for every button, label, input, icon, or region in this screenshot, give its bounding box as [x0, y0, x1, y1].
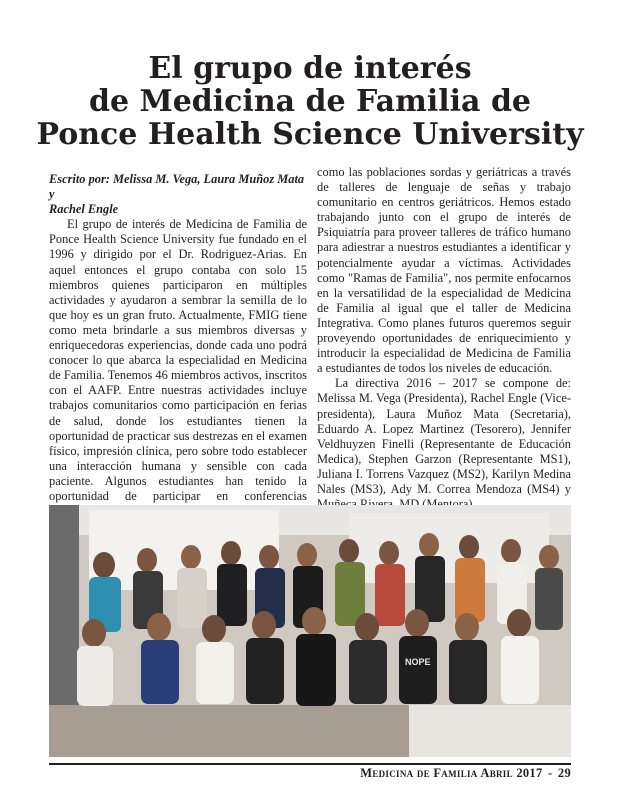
- byline: [49, 172, 307, 217]
- group-photo: [49, 505, 571, 757]
- byline-line-1: Escrito por: Melissa M. Vega, Laura Muñoz Mata y: [49, 172, 305, 202]
- footer-publication: Medicina de Familia: [360, 766, 478, 780]
- footer-divider: [49, 763, 571, 765]
- footer-page-number: 29: [557, 766, 571, 780]
- title-line-2: de Medicina de Familia de: [88, 84, 532, 119]
- paragraph-3: La directiva 2016 – 2017 se compone de: Melissa M. Vega (Presidenta), Rachel Engle (Vice-presidenta), Laura Muñoz Mata (Secretaria), Eduardo A. Lopez Martinez (Tesorero), Jennifer Veldhuyzen Finelli (Representante de Educación Medica), Stephen Garzon (Representante MS1), Juliana I. Torrens Vazquez (MS2), Karilyn Medina Nales (MS3), Ady M. Correa Mendoza (MS4) y: [317, 376, 571, 496]
- footer-separator: -: [547, 766, 553, 780]
- page-footer: [360, 766, 571, 781]
- shirt-print: NOPE: [405, 657, 431, 667]
- right-column: [317, 165, 571, 512]
- article-title: [20, 52, 600, 151]
- group-photo-illustration: [49, 505, 571, 757]
- left-column: [49, 172, 307, 549]
- title-line-3: Ponce Health Science University: [36, 117, 584, 152]
- footer-issue: Abril 2017: [480, 766, 543, 780]
- title-line-1: El grupo de interés: [148, 51, 472, 86]
- byline-line-2: Rachel Engle: [49, 202, 119, 217]
- paragraph-2: como las poblaciones sordas y geriátricas a través de talleres de lenguaje de señas y trabajo comunitario en centros geriátricos. Hemos estado trabajando junto con el grupo de interés de Psiquiatría para proveer talleres de tráfico humano para adiestrar a nuestros estudiantes a identificar y potencialmente ayudar a víctimas. Actividades como "Ramas de Familia", nos permite enfocarnos en la versatilidad de la especialidad de Medicina de Familia al igual que el taller de Medicina Integrativa. Como planes futuros queremos seguir proveyendo oportunidades de enriquecimiento y introducir la especialidad de Medicina de Familia a estudiantes de todos los niveles de educación.: [317, 165, 571, 376]
- paragraph-1: El grupo de interés de Medicina de Familia de Ponce Health Science University fue fundado en el 1996 y dirigido por el Dr. Rodriguez-Arias. En aquel entonces el grupo contaba con solo 15 miembros quienes participaron en múltiples actividades y ayudaron a sembrar la semilla de lo que hoy es un gran fruto. Actualmente, FMIG tiene como meta brindarle a sus miembros diversas y enriquecedoras experiencias, donde cada uno podrá conocer lo que abarca la especialidad en Medicina de Familia. Tenemos 46 miembros activos, inscritos con el AAFP. Entre nuestras actividades incluye trabajos comunitarios como participación en ferias de salud, donde los estudiantes tienen la oportunidad de practicar sus destrezas en el examen físico, impresión clínica, pero sobre todo establecer una interacción humana y sensible con cada paciente. Algunos estudiantes han tenido la oportunidad de participar en conferencias: [49, 217, 307, 503]
